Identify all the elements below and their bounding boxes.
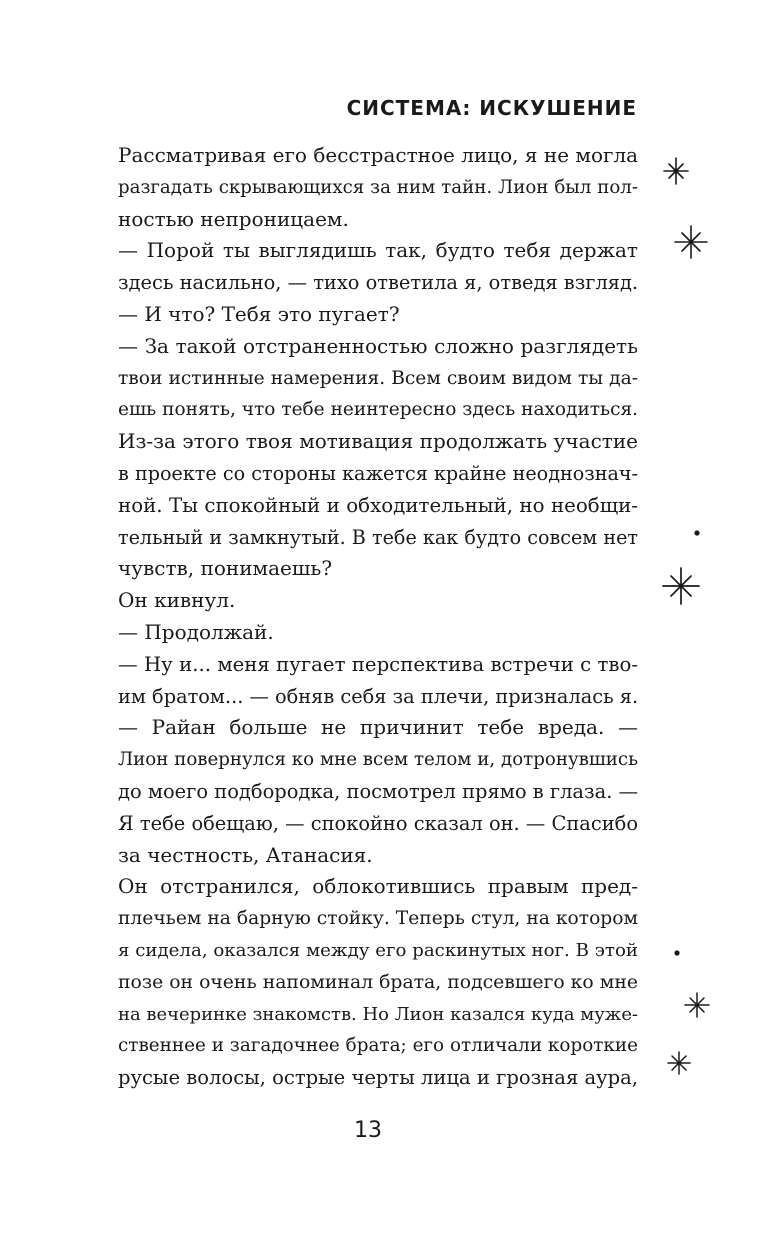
sparkle-icon	[661, 156, 691, 186]
page-number: 13	[354, 1118, 382, 1143]
text-line: Он отстранился, облокотившись правым пред-	[118, 874, 638, 899]
text-line: я сидела, оказался между его раскинутых ног. В этой	[118, 939, 638, 961]
text-line: — Порой ты выглядишь так, будто тебя держат	[118, 238, 638, 263]
text-line: в проекте со стороны кажется крайне неоднознач-	[118, 461, 638, 485]
text-line: — И что? Тебя это пугает?	[118, 301, 400, 326]
text-line: плечьем на барную стойку. Теперь стул, на котором	[118, 908, 638, 930]
text-line: Я тебе обещаю, — спокойно сказал он. — Спасибо	[118, 811, 638, 835]
text-line: тельный и замкнутый. В тебе как будто совсем нет	[118, 525, 638, 549]
text-line: ной. Ты спокойный и обходительный, но необщи-	[118, 493, 638, 517]
text-line: Рассматривая его бесстрастное лицо, я не могла	[118, 143, 639, 167]
text-line: ственнее и загадочнее брата; его отличали короткие	[118, 1035, 638, 1057]
dot-icon	[692, 528, 702, 538]
body-text	[118, 140, 638, 1094]
text-line: на вечеринке знакомств. Но Лион казался куда муже-	[118, 1003, 638, 1025]
text-line: ешь понять, что тебе неинтересно здесь находиться.	[118, 399, 638, 421]
text-line: Лион повернулся ко мне всем телом и, дотронувшись	[118, 749, 638, 771]
running-head-title: СИСТЕМА: ИСКУШЕНИЕ	[346, 96, 637, 120]
text-line: до моего подбородка, посмотрел прямо в глаза. —	[118, 779, 638, 803]
text-line: чувств, понимаешь?	[118, 556, 333, 581]
text-line: — За такой отстраненностью сложно разглядеть	[118, 333, 638, 358]
text-line: за честность, Атанасия.	[118, 842, 373, 867]
sparkle-icon	[673, 224, 709, 260]
text-line: здесь насильно, — тихо ответила я, отведя взгляд.	[118, 271, 639, 295]
text-line: разгадать скрывающихся за ним тайн. Лион был пол-	[118, 176, 638, 198]
text-line: им братом... — обняв себя за плечи, призналась я.	[118, 684, 639, 708]
text-line: позе он очень напоминал брата, подсевшего ко мне	[118, 971, 638, 993]
sparkle-icon	[666, 1050, 692, 1076]
dot-icon	[672, 948, 682, 958]
text-line: — Райан больше не причинит тебе вреда. —	[118, 715, 638, 740]
text-line: твои истинные намерения. Всем своим видом ты да-	[118, 367, 638, 389]
text-line: русые волосы, острые черты лица и грозная аура,	[118, 1066, 638, 1090]
sparkle-icon	[683, 991, 711, 1019]
text-line: — Ну и... меня пугает перспектива встречи с тво-	[118, 652, 638, 676]
text-line: — Продолжай.	[118, 619, 274, 644]
sparkle-icon	[661, 566, 701, 606]
text-line: Из-за этого твоя мотивация продолжать участие	[118, 429, 638, 454]
text-line: ностью непроницаем.	[118, 206, 349, 231]
text-line: Он кивнул.	[118, 588, 236, 613]
